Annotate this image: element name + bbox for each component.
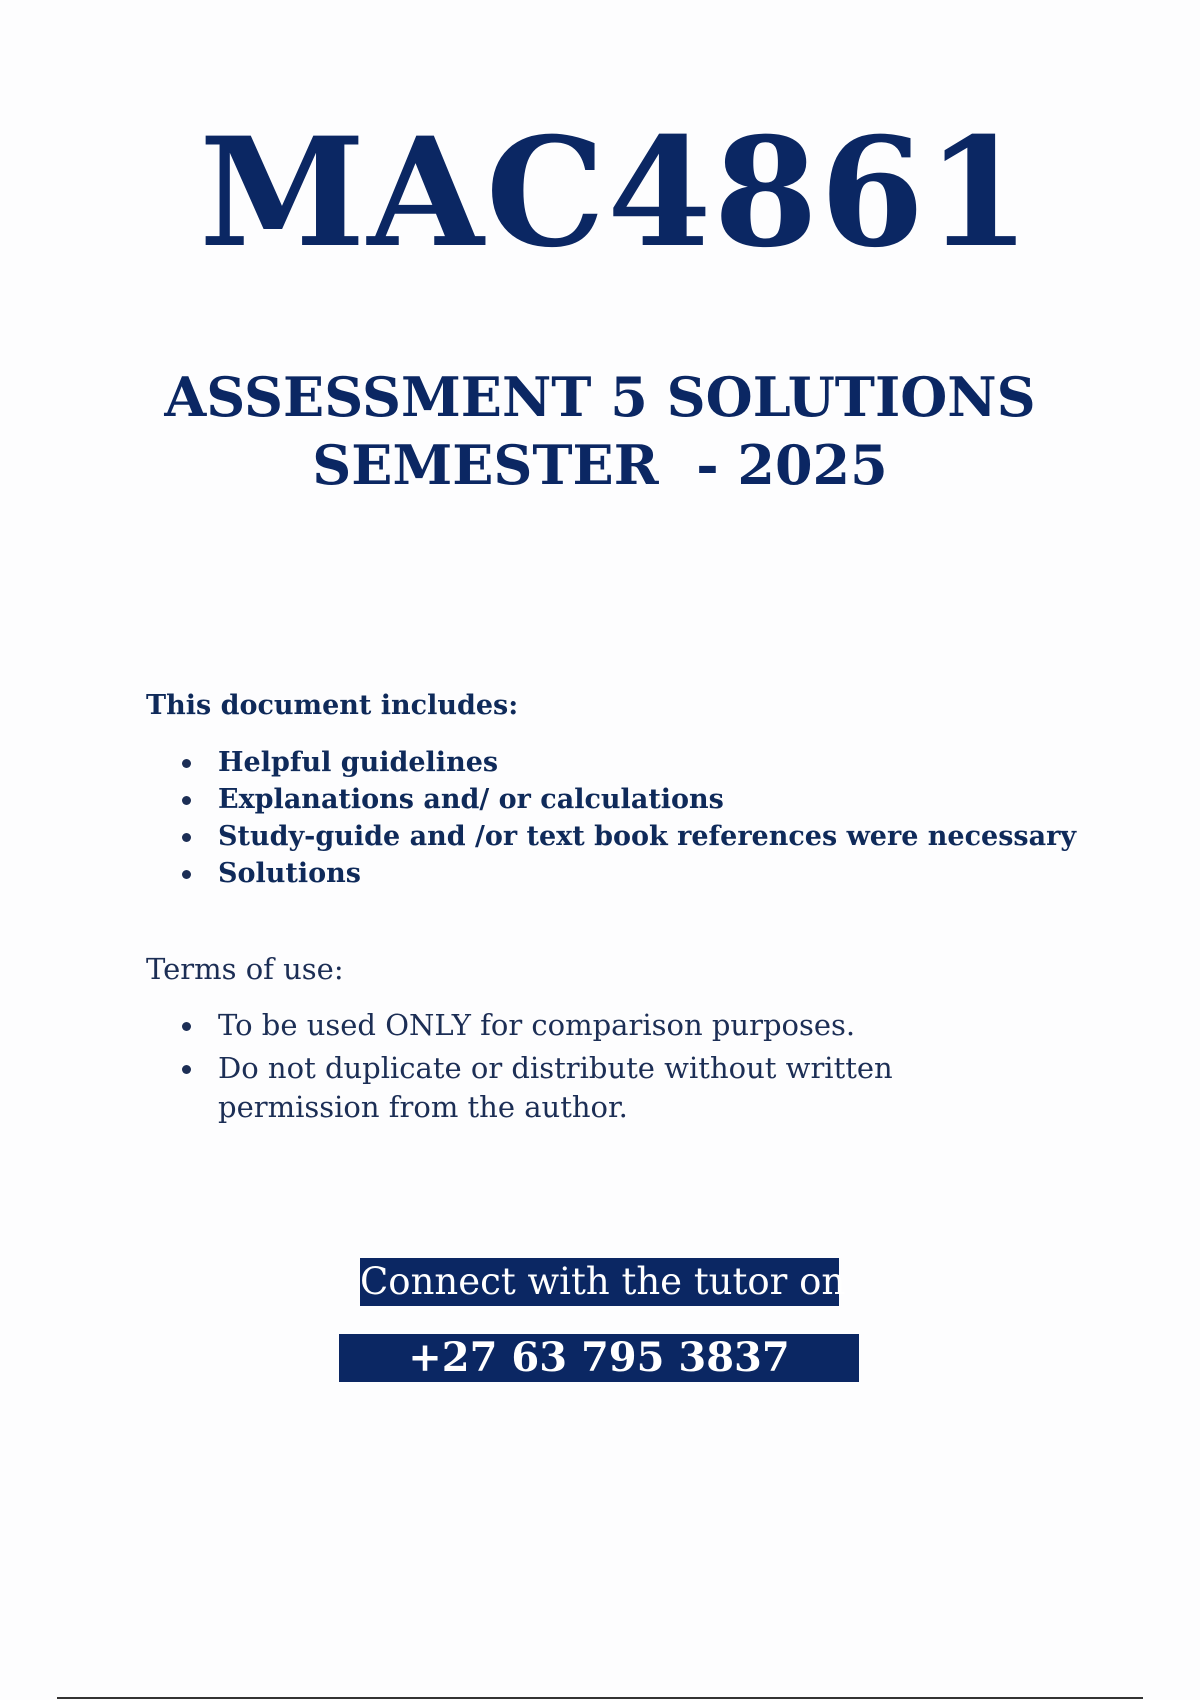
includes-list <box>146 744 1076 892</box>
list-item: Study-guide and /or text book references were necessary <box>218 818 1076 855</box>
list-item: Explanations and/ or calculations <box>218 781 1076 818</box>
tutor-phone-number: +27 63 795 3837 <box>339 1334 859 1382</box>
includes-heading: This document includes: <box>146 690 519 721</box>
list-item: Do not duplicate or distribute without written permission from the author. <box>218 1049 1018 1127</box>
footer-divider <box>57 1697 1143 1699</box>
assessment-subtitle: ASSESSMENT 5 SOLUTIONS <box>164 365 1036 429</box>
connect-tutor-label: Connect with the tutor on <box>360 1258 839 1306</box>
terms-heading: Terms of use: <box>146 952 344 986</box>
list-item: Solutions <box>218 855 1076 892</box>
semester-subtitle: SEMESTER - 2025 <box>312 433 888 497</box>
terms-list <box>146 1006 1018 1131</box>
list-item: To be used ONLY for comparison purposes. <box>218 1006 1018 1045</box>
list-item: Helpful guidelines <box>218 744 1076 781</box>
course-code-title: MAC4861 <box>199 105 1033 281</box>
